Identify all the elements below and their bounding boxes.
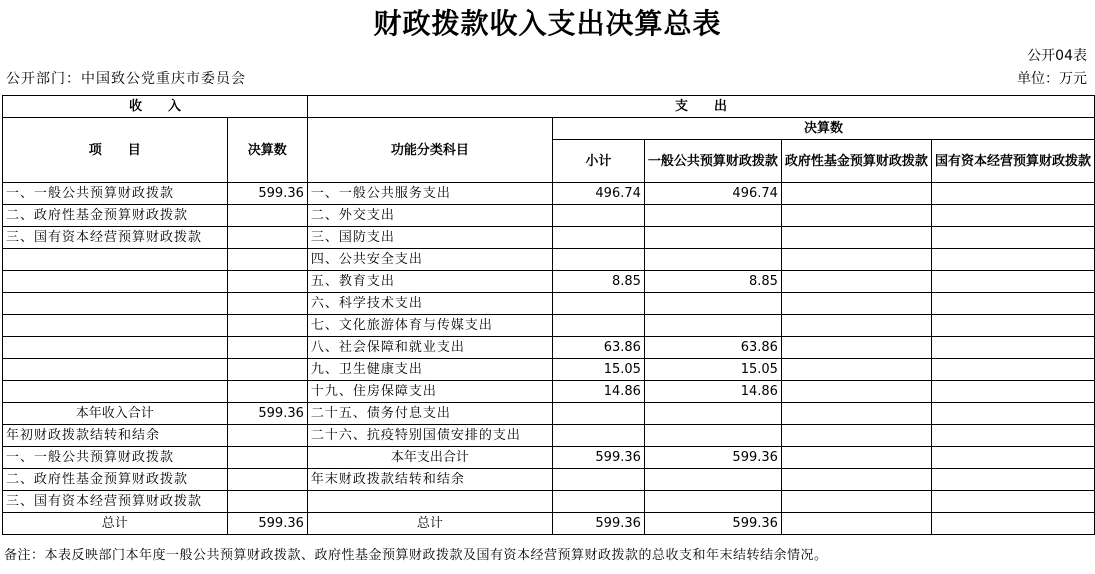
general-budget-cell: 599.36 [644, 447, 781, 469]
income-amount-cell [227, 315, 307, 337]
general-budget-cell: 63.86 [644, 337, 781, 359]
income-amount-cell [227, 227, 307, 249]
general-budget-cell [644, 491, 781, 513]
subtotal-header: 小计 [552, 140, 644, 183]
table-row [3, 447, 1095, 469]
table-row [3, 381, 1095, 403]
state-capital-cell [931, 227, 1094, 249]
gov-fund-cell [781, 337, 931, 359]
subtotal-cell [552, 205, 644, 227]
gov-fund-cell [781, 315, 931, 337]
expense-item-cell: 一、一般公共服务支出 [307, 183, 552, 205]
gov-fund-cell [781, 491, 931, 513]
gov-fund-cell [781, 293, 931, 315]
income-amount-cell [227, 359, 307, 381]
expense-item-cell: 九、卫生健康支出 [307, 359, 552, 381]
state-capital-cell [931, 249, 1094, 271]
income-item-cell [3, 381, 228, 403]
final-header: 决算数 [552, 118, 1094, 140]
subtotal-cell [552, 425, 644, 447]
income-item-cell [3, 315, 228, 337]
expense-item-cell: 二、外交支出 [307, 205, 552, 227]
state-capital-cell [931, 337, 1094, 359]
expense-item-cell: 六、科学技术支出 [307, 293, 552, 315]
expense-item-cell: 二十五、债务付息支出 [307, 403, 552, 425]
gov-fund-header: 政府性基金预算财政拨款 [781, 140, 931, 183]
income-item-cell: 本年收入合计 [3, 403, 228, 425]
expense-item-cell: 八、社会保障和就业支出 [307, 337, 552, 359]
state-capital-cell [931, 271, 1094, 293]
subtotal-cell: 63.86 [552, 337, 644, 359]
income-item-cell [3, 293, 228, 315]
state-capital-cell [931, 381, 1094, 403]
income-amount-cell: 599.36 [227, 513, 307, 535]
table-row [3, 425, 1095, 447]
general-budget-cell: 14.86 [644, 381, 781, 403]
table-row [3, 359, 1095, 381]
subtotal-cell [552, 491, 644, 513]
table-row [3, 205, 1095, 227]
income-item-cell [3, 271, 228, 293]
gov-fund-cell [781, 359, 931, 381]
general-budget-cell [644, 469, 781, 491]
income-item-cell: 三、国有资本经营预算财政拨款 [3, 491, 228, 513]
general-budget-cell [644, 315, 781, 337]
state-capital-cell [931, 403, 1094, 425]
general-budget-cell [644, 403, 781, 425]
report-title: 财政拨款收入支出决算总表 [373, 7, 722, 40]
subtotal-cell: 496.74 [552, 183, 644, 205]
gov-fund-cell [781, 183, 931, 205]
amount-header: 决算数 [227, 118, 307, 183]
general-budget-cell: 599.36 [644, 513, 781, 535]
state-capital-cell [931, 359, 1094, 381]
income-item-cell [3, 249, 228, 271]
expense-item-cell: 本年支出合计 [307, 447, 552, 469]
state-capital-cell [931, 513, 1094, 535]
table-row [3, 469, 1095, 491]
income-amount-cell [227, 271, 307, 293]
gov-fund-cell [781, 447, 931, 469]
expense-item-cell: 十九、住房保障支出 [307, 381, 552, 403]
state-capital-header: 国有资本经营预算财政拨款 [931, 140, 1094, 183]
item-header: 项 目 [3, 118, 228, 183]
gov-fund-cell [781, 227, 931, 249]
expense-item-cell: 年末财政拨款结转和结余 [307, 469, 552, 491]
state-capital-cell [931, 425, 1094, 447]
gov-fund-cell [781, 205, 931, 227]
func-class-header: 功能分类科目 [307, 118, 552, 183]
gov-fund-cell [781, 425, 931, 447]
general-budget-header: 一般公共预算财政拨款 [644, 140, 781, 183]
income-amount-cell: 599.36 [227, 183, 307, 205]
subtotal-cell: 599.36 [552, 513, 644, 535]
unit-label: 单位：万元 [1017, 71, 1087, 87]
subtotal-cell [552, 403, 644, 425]
expense-item-cell [307, 491, 552, 513]
income-amount-cell [227, 381, 307, 403]
income-amount-cell [227, 337, 307, 359]
subtotal-cell: 8.85 [552, 271, 644, 293]
subtotal-cell [552, 293, 644, 315]
income-item-cell [3, 337, 228, 359]
general-budget-cell [644, 227, 781, 249]
subtotal-cell: 14.86 [552, 381, 644, 403]
form-number: 公开04表 [1027, 48, 1087, 64]
income-item-cell: 一、一般公共预算财政拨款 [3, 447, 228, 469]
table-row [3, 249, 1095, 271]
gov-fund-cell [781, 381, 931, 403]
general-budget-cell [644, 249, 781, 271]
income-amount-cell [227, 205, 307, 227]
expense-item-cell: 七、文化旅游体育与传媒支出 [307, 315, 552, 337]
expense-item-cell: 总计 [307, 513, 552, 535]
state-capital-cell [931, 469, 1094, 491]
income-item-cell: 三、国有资本经营预算财政拨款 [3, 227, 228, 249]
income-item-cell: 年初财政拨款结转和结余 [3, 425, 228, 447]
gov-fund-cell [781, 403, 931, 425]
income-item-cell: 二、政府性基金预算财政拨款 [3, 469, 228, 491]
expense-item-cell: 二十六、抗疫特别国债安排的支出 [307, 425, 552, 447]
gov-fund-cell [781, 513, 931, 535]
table-row [3, 403, 1095, 425]
table-row [3, 491, 1095, 513]
table-row [3, 271, 1095, 293]
table-row [3, 227, 1095, 249]
expense-item-cell: 五、教育支出 [307, 271, 552, 293]
general-budget-cell [644, 293, 781, 315]
table-row [3, 513, 1095, 535]
gov-fund-cell [781, 249, 931, 271]
expense-header: 支 出 [307, 96, 1094, 118]
subtotal-cell [552, 469, 644, 491]
general-budget-cell: 15.05 [644, 359, 781, 381]
table-row [3, 183, 1095, 205]
table-row [3, 337, 1095, 359]
state-capital-cell [931, 293, 1094, 315]
income-amount-cell [227, 249, 307, 271]
general-budget-cell: 496.74 [644, 183, 781, 205]
income-amount-cell [227, 447, 307, 469]
subtotal-cell [552, 315, 644, 337]
state-capital-cell [931, 491, 1094, 513]
state-capital-cell [931, 205, 1094, 227]
gov-fund-cell [781, 271, 931, 293]
subtotal-cell: 15.05 [552, 359, 644, 381]
table-row [3, 315, 1095, 337]
income-item-cell: 二、政府性基金预算财政拨款 [3, 205, 228, 227]
income-item-cell: 一、一般公共预算财政拨款 [3, 183, 228, 205]
general-budget-cell [644, 425, 781, 447]
department-label: 公开部门：中国致公党重庆市委员会 [6, 71, 246, 87]
general-budget-cell [644, 205, 781, 227]
income-amount-cell [227, 425, 307, 447]
table-row [3, 293, 1095, 315]
subtotal-cell: 599.36 [552, 447, 644, 469]
gov-fund-cell [781, 469, 931, 491]
budget-table [2, 95, 1095, 535]
subtotal-cell [552, 249, 644, 271]
income-item-cell [3, 359, 228, 381]
expense-item-cell: 三、国防支出 [307, 227, 552, 249]
state-capital-cell [931, 315, 1094, 337]
state-capital-cell [931, 183, 1094, 205]
income-amount-cell: 599.36 [227, 403, 307, 425]
general-budget-cell: 8.85 [644, 271, 781, 293]
subtotal-cell [552, 227, 644, 249]
income-amount-cell [227, 469, 307, 491]
expense-item-cell: 四、公共安全支出 [307, 249, 552, 271]
income-item-cell: 总计 [3, 513, 228, 535]
income-amount-cell [227, 491, 307, 513]
state-capital-cell [931, 447, 1094, 469]
income-header: 收 入 [3, 96, 308, 118]
income-amount-cell [227, 293, 307, 315]
footnote: 备注：本表反映部门本年度一般公共预算财政拨款、政府性基金预算财政拨款及国有资本经营预算财政拨款的总收支和年末结转结余情况。 [4, 548, 828, 563]
